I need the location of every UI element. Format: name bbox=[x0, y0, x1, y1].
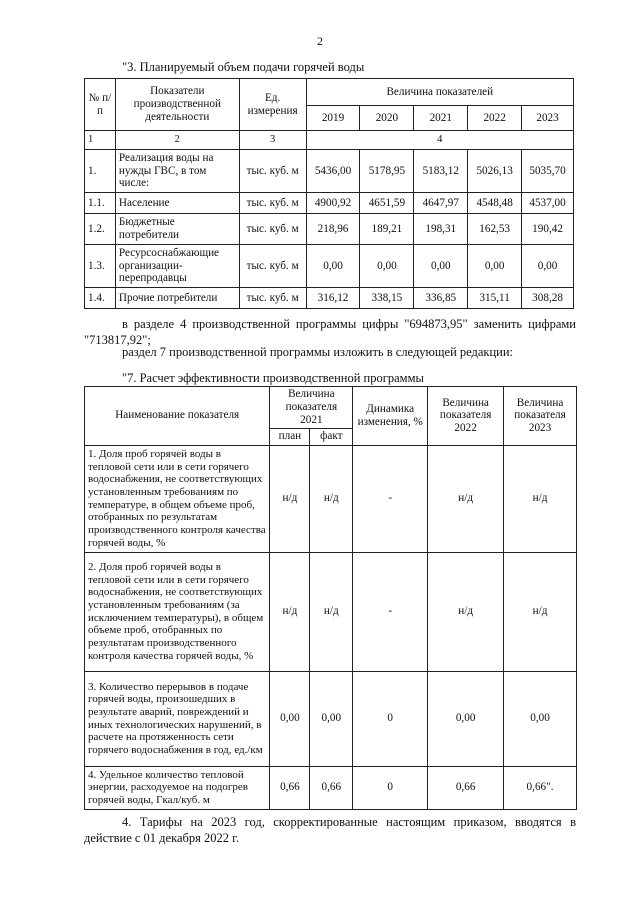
plan-value: 0,66 bbox=[270, 766, 310, 809]
row-unit: тыс. куб. м bbox=[239, 214, 306, 245]
index-cell: 4 bbox=[306, 131, 573, 150]
row-name: Бюджетные потребители bbox=[115, 214, 239, 245]
table-row bbox=[85, 552, 577, 671]
table-row bbox=[85, 245, 574, 288]
row-unit: тыс. куб. м bbox=[239, 150, 306, 193]
row-name: Прочие потребители bbox=[115, 288, 239, 309]
row-value: 5035,70 bbox=[522, 150, 574, 193]
page-number: 2 bbox=[317, 34, 323, 48]
row-num: 1.2. bbox=[85, 214, 116, 245]
indicator-name: 3. Количество перерывов в подаче горячей воды, произошедших в результате аварий, повреждений и иных технологических нарушений, в расчете на протяженность сети горячего водоснабжения в год, ед./км bbox=[85, 671, 270, 766]
value2022-header: Величина показателя 2022 bbox=[428, 387, 504, 446]
value2023-header: Величина показателя 2023 bbox=[504, 387, 577, 446]
index-cell: 3 bbox=[239, 131, 306, 150]
value-2022: н/д bbox=[428, 552, 504, 671]
unit-header: Ед. измерения bbox=[239, 79, 306, 131]
fact-value: 0,66 bbox=[310, 766, 353, 809]
row-unit: тыс. куб. м bbox=[239, 245, 306, 288]
row-value: 315,11 bbox=[468, 288, 522, 309]
index-cell: 1 bbox=[85, 131, 116, 150]
table-row bbox=[85, 445, 577, 552]
row-num: 1.4. bbox=[85, 288, 116, 309]
row-value: 5183,12 bbox=[414, 150, 468, 193]
indicator-name: 2. Доля проб горячей воды в тепловой сети или в сети горячего водоснабжения, не соответствующих установленным требованиям (за исключением температуры), в общем объеме проб, отобранных по результатам производственного контроля качества горячей воды, % bbox=[85, 552, 270, 671]
dynamics-value: - bbox=[353, 552, 428, 671]
paragraph-section4: в разделе 4 производственной программы цифры "694873,95" заменить цифрами "713817,92"; bbox=[84, 317, 576, 348]
plan-value: 0,00 bbox=[270, 671, 310, 766]
supply-volume-table bbox=[84, 78, 574, 309]
num-header: № п/п bbox=[85, 79, 116, 131]
row-value: 5026,13 bbox=[468, 150, 522, 193]
row-num: 1.1. bbox=[85, 193, 116, 214]
value-2023: н/д bbox=[504, 552, 577, 671]
row-unit: тыс. куб. м bbox=[239, 193, 306, 214]
paragraph-section7: раздел 7 производственной программы изложить в следующей редакции: bbox=[122, 345, 514, 359]
dynamics-value: 0 bbox=[353, 766, 428, 809]
values-header: Величина показателей bbox=[306, 79, 573, 106]
table-row bbox=[85, 288, 574, 309]
row-value: 190,42 bbox=[522, 214, 574, 245]
year-header: 2023 bbox=[522, 106, 574, 131]
row-value: 162,53 bbox=[468, 214, 522, 245]
section7-title: "7. Расчет эффективности производственной программы bbox=[122, 371, 424, 385]
year-header: 2020 bbox=[360, 106, 414, 131]
row-value: 308,28 bbox=[522, 288, 574, 309]
indicator-header: Показатели производственной деятельности bbox=[115, 79, 239, 131]
row-name: Население bbox=[115, 193, 239, 214]
row-num: 1. bbox=[85, 150, 116, 193]
value-2022: 0,00 bbox=[428, 671, 504, 766]
value2021-header: Величина показателя 2021 bbox=[270, 387, 353, 429]
value-2022: 0,66 bbox=[428, 766, 504, 809]
header-row bbox=[85, 79, 574, 106]
value-2023: 0,00 bbox=[504, 671, 577, 766]
plan-header: план bbox=[270, 428, 310, 445]
fact-value: 0,00 bbox=[310, 671, 353, 766]
row-value: 336,85 bbox=[414, 288, 468, 309]
row-unit: тыс. куб. м bbox=[239, 288, 306, 309]
row-value: 0,00 bbox=[414, 245, 468, 288]
name-header: Наименование показателя bbox=[85, 387, 270, 446]
dynamics-value: 0 bbox=[353, 671, 428, 766]
year-header: 2021 bbox=[414, 106, 468, 131]
indicator-name: 4. Удельное количество тепловой энергии, расходуемое на подогрев горячей воды, Гкал/куб. м bbox=[85, 766, 270, 809]
year-header: 2022 bbox=[468, 106, 522, 131]
fact-header: факт bbox=[310, 428, 353, 445]
value-2023: н/д bbox=[504, 445, 577, 552]
table-row bbox=[85, 150, 574, 193]
dynamics-header: Динамика изменения, % bbox=[353, 387, 428, 446]
row-value: 4647,97 bbox=[414, 193, 468, 214]
table-row bbox=[85, 671, 577, 766]
row-value: 4651,59 bbox=[360, 193, 414, 214]
row-name: Ресурсоснабжающие организации-перепродавцы bbox=[115, 245, 239, 288]
value-2023: 0,66". bbox=[504, 766, 577, 809]
section3-title: "3. Планируемый объем подачи горячей воды bbox=[122, 60, 365, 74]
efficiency-table bbox=[84, 386, 577, 810]
row-value: 0,00 bbox=[360, 245, 414, 288]
table-row bbox=[85, 193, 574, 214]
row-value: 198,31 bbox=[414, 214, 468, 245]
row-value: 4548,48 bbox=[468, 193, 522, 214]
row-value: 5178,95 bbox=[360, 150, 414, 193]
row-value: 338,15 bbox=[360, 288, 414, 309]
table-row bbox=[85, 214, 574, 245]
row-value: 4900,92 bbox=[306, 193, 360, 214]
row-value: 0,00 bbox=[306, 245, 360, 288]
plan-value: н/д bbox=[270, 552, 310, 671]
row-name: Реализация воды на нужды ГВС, в том числе: bbox=[115, 150, 239, 193]
row-value: 0,00 bbox=[522, 245, 574, 288]
row-value: 0,00 bbox=[468, 245, 522, 288]
row-value: 189,21 bbox=[360, 214, 414, 245]
dynamics-value: - bbox=[353, 445, 428, 552]
table-row bbox=[85, 766, 577, 809]
index-cell: 2 bbox=[115, 131, 239, 150]
fact-value: н/д bbox=[310, 445, 353, 552]
header-row bbox=[85, 387, 577, 429]
fact-value: н/д bbox=[310, 552, 353, 671]
row-value: 316,12 bbox=[306, 288, 360, 309]
row-value: 5436,00 bbox=[306, 150, 360, 193]
row-value: 4537,00 bbox=[522, 193, 574, 214]
value-2022: н/д bbox=[428, 445, 504, 552]
indicator-name: 1. Доля проб горячей воды в тепловой сети или в сети горячего водоснабжения, не соответствующих установленным требованиям по температуре, в общем объеме проб, отобранных по результатам производственного контроля качества горячей воды, % bbox=[85, 445, 270, 552]
plan-value: н/д bbox=[270, 445, 310, 552]
row-value: 218,96 bbox=[306, 214, 360, 245]
year-header: 2019 bbox=[306, 106, 360, 131]
row-num: 1.3. bbox=[85, 245, 116, 288]
paragraph-tariffs: 4. Тарифы на 2023 год, скорректированные настоящим приказом, вводятся в действие с 01 декабря 2022 г. bbox=[84, 815, 576, 846]
index-row bbox=[85, 131, 574, 150]
